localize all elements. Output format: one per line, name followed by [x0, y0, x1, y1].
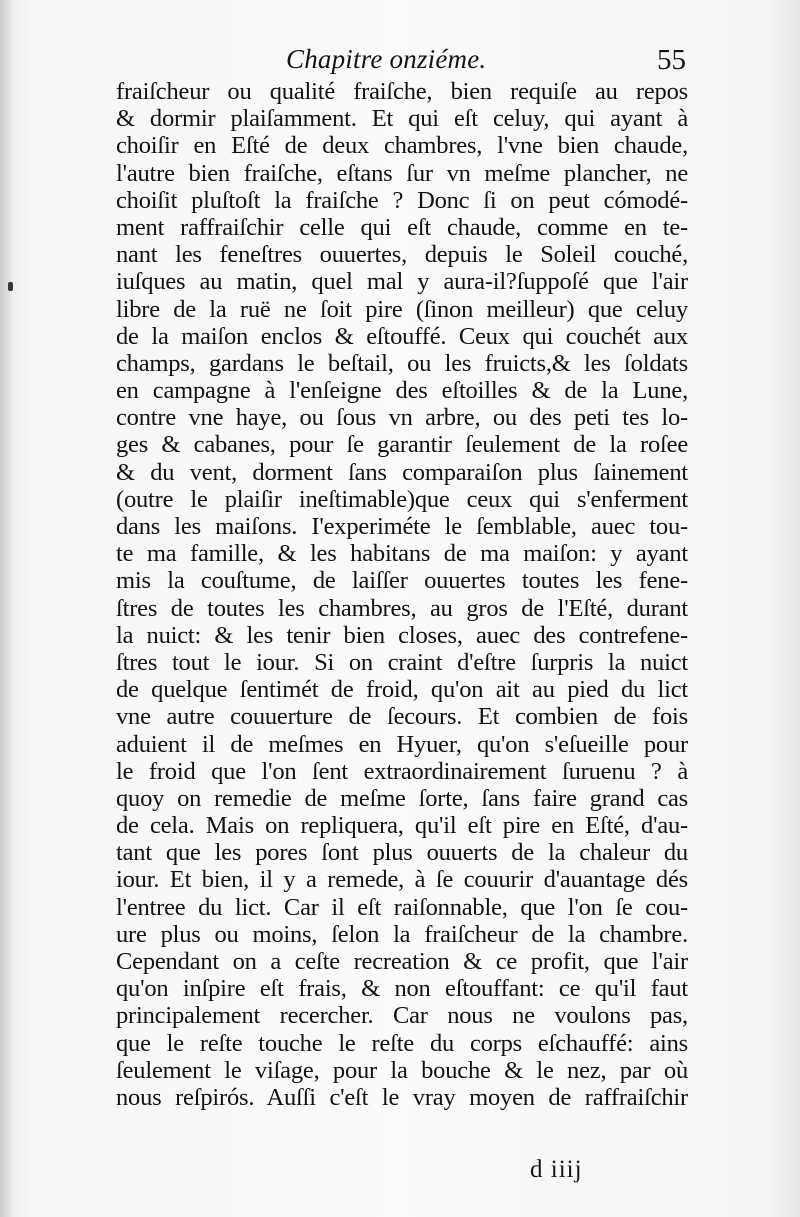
- text-line: ſtres tout le iour. Si on craint d'eſtre ſurpris la nuict: [116, 648, 688, 676]
- running-head: Chapitre onziéme.: [286, 44, 487, 74]
- text-line: principalement recercher. Car nous ne voulons pas,: [116, 1002, 688, 1030]
- text-line: dans les maiſons. I'experiméte le ſemblable, auec tou-: [116, 513, 688, 540]
- text-line: & du vent, dorment ſans comparaiſon plus ſainement: [116, 458, 688, 486]
- text-line: vne autre couuerture de ſecours. Et combien de fois: [116, 703, 688, 731]
- text-line: libre de la ruë ne ſoit pire (ſinon meilleur) que celuy: [116, 295, 688, 323]
- text-line: champs, gardans le beſtail, ou les fruicts,& les ſoldats: [116, 349, 688, 377]
- text-line: de quelque ſentimét de froid, qu'on ait au pied du lict: [116, 676, 688, 704]
- text-line: que le reſte touche le reſte du corps eſchauffé: ains: [116, 1029, 688, 1057]
- text-line: aduient il de meſmes en Hyuer, qu'on s'eſueille pour: [116, 730, 688, 758]
- text-line: iour. Et bien, il y a remede, à ſe couurir d'auantage dés: [116, 866, 688, 894]
- text-line: tant que les pores ſont plus ouuerts de la chaleur du: [116, 839, 688, 867]
- text-line: ment raffraiſchir celle qui eſt chaude, comme en te-: [116, 213, 688, 241]
- page-number: 55: [657, 44, 686, 76]
- text-line: ure plus ou moins, ſelon la fraiſcheur de la chambre.: [116, 920, 688, 948]
- text-line: nant les feneſtres ouuertes, depuis le Soleil couché,: [116, 241, 688, 269]
- text-line: de cela. Mais on repliquera, qu'il eſt pire en Eſté, d'au-: [116, 812, 688, 840]
- signature-mark: d iiij: [530, 1156, 583, 1183]
- text-line: fraiſcheur ou qualité fraiſche, bien requiſe au repos: [116, 78, 688, 105]
- text-line: ges & cabanes, pour ſe garantir ſeulement de la roſee: [116, 431, 688, 459]
- body-text: [116, 78, 688, 1111]
- text-line: ſtres de toutes les chambres, au gros de l'Eſté, durant: [116, 594, 688, 622]
- text-line: te ma famille, & les habitans de ma maiſon: y ayant: [116, 540, 688, 568]
- text-line: choiſit pluſtoſt la fraiſche ? Donc ſi on peut cómodé-: [116, 186, 688, 214]
- page-gutter-shadow: [0, 0, 14, 1217]
- text-line: (outre le plaiſir ineſtimable)que ceux qui s'enferment: [116, 485, 688, 513]
- text-line: qu'on inſpire eſt frais, & non eſtouffant: ce qu'il faut: [116, 975, 688, 1003]
- text-line: l'entree du lict. Car il eſt raiſonnable, que l'on ſe cou-: [116, 893, 688, 921]
- text-line: mis la couſtume, de laiſſer ouuertes toutes les fene-: [116, 567, 688, 595]
- text-line: le froid que l'on ſent extraordinairement ſuruenu ? à: [116, 757, 688, 785]
- text-line: de la maiſon enclos & eſtouffé. Ceux qui couchét aux: [116, 322, 688, 350]
- text-line: contre vne haye, ou ſous vn arbre, ou des peti tes lo-: [116, 404, 688, 432]
- text-line: Cependant on a ceſte recreation & ce profit, que l'air: [116, 948, 688, 975]
- text-line: nous reſpirós. Auſſi c'eſt le vray moyen de raffraiſchir: [116, 1083, 688, 1111]
- text-line: iuſques au matin, quel mal y aura-il?ſuppoſé que l'air: [116, 268, 688, 296]
- page-header: [118, 40, 690, 80]
- text-line: la nuict: & les tenir bien closes, auec des contrefene-: [116, 621, 688, 649]
- text-line: choiſir en Eſté de deux chambres, l'vne bien chaude,: [116, 132, 688, 160]
- ink-speck: [8, 282, 13, 291]
- text-line: l'autre bien fraiſche, eſtans ſur vn meſme plancher, ne: [116, 159, 688, 187]
- text-line: en campagne à l'enſeigne des eſtoilles & de la Lune,: [116, 377, 688, 405]
- text-line: quoy on remedie de meſme ſorte, ſans faire grand cas: [116, 784, 688, 812]
- text-line: ſeulement le viſage, pour la bouche & le nez, par où: [116, 1056, 688, 1084]
- text-line: & dormir plaiſamment. Et qui eſt celuy, qui ayant à: [116, 105, 688, 133]
